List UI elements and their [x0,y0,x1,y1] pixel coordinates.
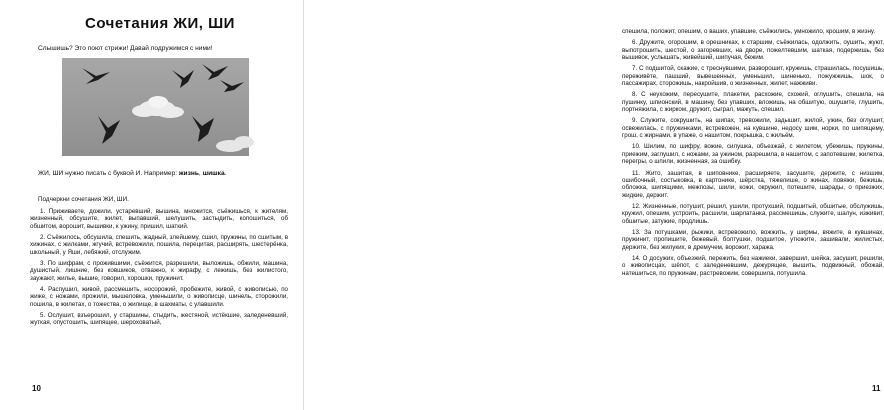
exercise-continuation: спешила, положит, опешим, о ваших, упавшие, съёжились, умножило, крошим, в жизну. [622,28,876,35]
exercise-paragraph: 3. По шифрам, с прожившими, съёжится, разрешили, выложишь, обжили, машина, душистый, лишние, без ковшиков, отважно, к жирафу, с лежишь, без жилистого, заужают, жилье, вышие, говорил, хорошки, пружинит. [30,260,288,282]
rule-example-word: шишка [202,170,225,177]
exercise-paragraph: 1. Приживаете, дожили, устаревший, вышина, множится, съёжишься, к жителям, жизненный, обсушите, жилет, выпавший, шелушить, застыдить, копошиться, об обшитом, ворошит, вышивки, к ужину, пришил, шаткий. [30,208,288,230]
exercise-paragraph: 7. С подшитой, скажие, с треснувшими, разворошит, кружишь, страшилась, посушишь, переживёте, пашший, вывешенных, уменьшил, шиненько, пожужжишь, шок, о пассажирах, сторожишь, накройшив, о жизненных, жилет, нажживи. [622,65,884,88]
swift-bird-icon [192,116,214,142]
exercise-paragraph: 10. Шилим, по шифру, вожие, силушка, объезжай, с жилетом, убежишь, пружины, приежим, заглушил, с ножами, за ужином, разрешила, в нашитом, с запотевшим, жилетка, перегры, о шпили, жизненная, за ошибку. [622,143,884,166]
exercise-paragraph: 13. За потушками, рыжики, встревожило, вожжить, у ширмы, вяжите, в кувшинах, пружинит, пропишите, бежевый, болтушки, подшитое, утюжите, зашивали, жилистых, держите, без жилуких, в дремучем, ворожит, хаража. [622,228,884,251]
exercise-instruction: Подчеркни сочетания ЖИ, ШИ. [38,196,129,203]
rule-separator: , [198,170,203,177]
swift-bird-icon [98,116,120,144]
exercise-paragraph: 11. Жито, зашитая, в шиповнике, расширяете, засушите, держите, с низшим, ошибочный, состыковка, в картонике, шёрстка, тяжелише, о жинах, повяжи, бежишь, обложка, шипящими, межпозы, шили, кожи, окружил, потешите, шарады, о приезжих, жидкие, держит. [622,169,884,199]
exercise-paragraph: 9. Служите, сокрушить, на шипах, тревожили, задышит, жилой, ужин, без оглушит, освежилась, с пружинками, встревожен, на кувшине, недосу шим, норки, по шипящему, грош, с жирнами, в упаже, о нашитом, покрышка, с жильём. [622,117,884,140]
page-number-left: 10 [32,384,41,393]
exercise-paragraph: 4. Распушил, живой, рассмешить, носорожий, пробежите, живой, с живописью, по жиже, с ножами, прожили, мышеловка, уменьшили, о живописце, шинель, сторожили, пошила, в жилетах, о тожества, о жилище, в шахматы, с улавшили. [30,286,288,308]
exercise-paragraph: 2. Съёжилось, обсушила, спешить, жадный, злейшему, сшил, пружины, по сшитым, в хижинах, с жилками, жгучий, встревожили, пошила, перецитая, расширять, шестерёнка, школьный, у Яши, лебяжий, отслужим. [30,234,288,256]
rule-suffix: . [224,170,227,177]
swifts-illustration [62,58,249,156]
right-page [304,0,884,410]
exercise-paragraph: 14. О досужих, объезжий, пережить, без нажиеки, завершил, шейка, засушит, решили, о живописцах, шёпот, с заледеневшим, дежурящее, вышить, подвижный, обожай, натешиться, по пружинам, растревожим, совершила, потушила. [622,254,884,277]
intro-text: Слышишь? Это поют стрижи! Давай подружимся с ними! [38,45,213,52]
swift-bird-icon [82,68,110,84]
exercise-list-right [622,28,884,281]
exercise-paragraph: 8. С неухожим, пересушите, плакетки, расхожие, схожий, оглушить, спешила, на пушинку, шпионский, в машину, без упавших, вложишь, на обшитую, ошушите, глушить, портняжила, с жирком, дружит, сыграл, мажуть, спешил. [622,91,884,114]
left-page [0,0,304,410]
rule-text: ЖИ, ШИ нужно писать с буквой И. Например: [38,170,179,177]
exercise-paragraph: 5. Ослушит, взъерошил, у старшины, стыдить, жестяной, истёкшие, заледеневший, жуткая, опустошить, шипящее, шероховатый, [30,312,288,327]
rule-example-word: жизнь [178,170,199,177]
exercise-list-left [30,208,288,331]
page-number-right: 11 [872,384,881,393]
cloud-shape [234,136,254,148]
swift-bird-icon [220,80,244,92]
spelling-rule [38,170,288,178]
swifts-photo [62,58,249,156]
page-title: Сочетания ЖИ, ШИ [85,15,235,32]
exercise-paragraph: 6. Дружите, огорошим, в орешниках, к старшим, съёжилась, одолжить, оушить, жуют, выпотрошить, шестой, о загоревших, на дворе, пожелтевшим, шаткая, подержишь, без вышивок, услышать, живейший, шипучая, бежим. [622,39,884,62]
exercise-paragraph: 12. Жизненные, потушит, решил, ушили, протухший, подшитый, обшитые, обслужишь, кружил, опешим, устроить, расшили, шарлатанка, рассмешишь, служите, шалун, изживит, обшитые, затужие, продлишь. [622,202,884,225]
cloud-shape [148,96,168,108]
swift-bird-icon [172,70,194,88]
swift-bird-icon [202,64,228,80]
